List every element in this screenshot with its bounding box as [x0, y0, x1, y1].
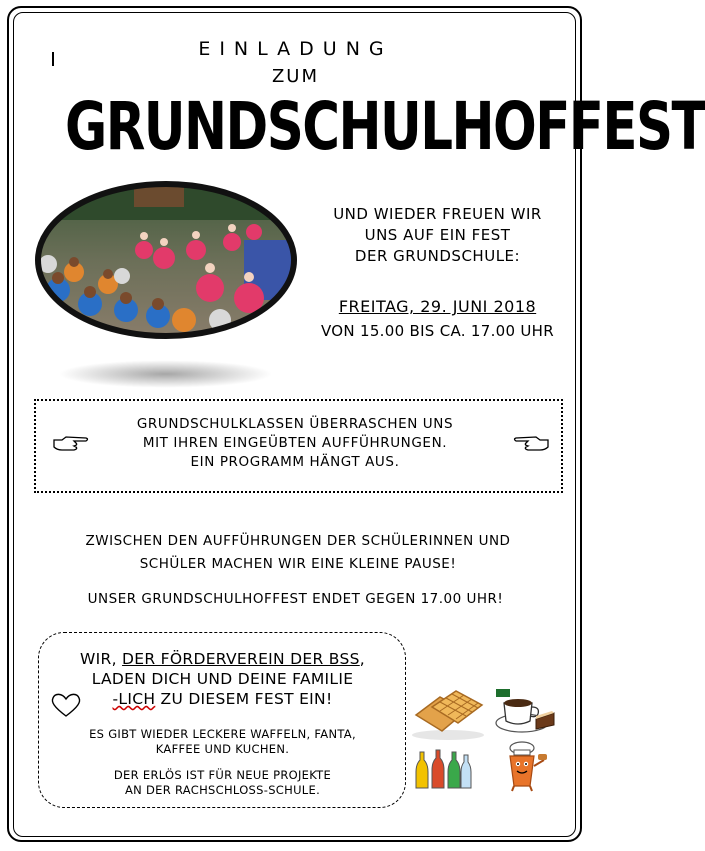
event-date: FREITAG, 29. JUNI 2018 — [338, 297, 537, 316]
invitation-line-2: LADEN DICH UND DEINE FAMILIE — [91, 670, 354, 688]
invitation-line-3-rest: ZU DIESEM FEST EIN! — [155, 690, 333, 708]
invitation-text — [50, 649, 395, 709]
event-time: VON 15.00 BIS CA. 17.00 UHR — [320, 322, 554, 340]
pause-line-2: SCHÜLER MACHEN WIR EINE KLEINE PAUSE! — [139, 556, 457, 572]
intro-text — [300, 204, 575, 267]
cook-mascot-icon — [500, 740, 548, 796]
intro-line-3: DER GRUNDSCHULE: — [354, 247, 521, 265]
program-line-2: MIT IHREN EINGEÜBTEN AUFFÜHRUNGEN. — [142, 435, 448, 451]
foerderverein-name: DER FÖRDERVEREIN DER BSS — [122, 650, 360, 668]
zum-heading: ZUM — [271, 66, 320, 87]
invitation-line-3 — [50, 689, 395, 709]
photo-shadow — [58, 360, 273, 388]
food-text — [50, 727, 395, 757]
drink-bottles-icon — [414, 742, 472, 796]
proceeds-line-1: DER ERLÖS IST FÜR NEUE PROJEKTE — [113, 768, 332, 782]
end-time-text: UNSER GRUNDSCHULHOFFEST ENDET GEGEN 17.00 UHR! — [87, 591, 504, 607]
wir-word: WIR, — [80, 650, 123, 668]
coffee-cake-icon — [492, 683, 556, 743]
intro-line-2: UNS AUF EIN FEST — [364, 226, 511, 244]
proceeds-line-2: AN DER RACHSCHLOSS-SCHULE. — [124, 783, 321, 797]
comma: , — [359, 650, 365, 668]
program-text — [90, 415, 500, 472]
heart-outline-icon — [50, 692, 82, 722]
waffles-icon — [410, 685, 486, 745]
einladung-heading: EINLADUNG — [198, 38, 393, 60]
lich-word: -LICH — [112, 690, 156, 708]
food-line-2: KAFFEE UND KUCHEN. — [155, 742, 290, 756]
pause-text — [38, 530, 558, 576]
intro-line-1: UND WIEDER FREUEN WIR — [333, 205, 542, 223]
page-title: GRUNDSCHULHOFFEST — [65, 88, 705, 165]
pause-line-1: ZWISCHEN DEN AUFFÜHRUNGEN DER SCHÜLERINNEN UND — [85, 533, 511, 549]
pointing-hand-right-icon — [52, 434, 90, 454]
food-line-1: ES GIBT WIEDER LECKERE WAFFELN, FANTA, — [89, 727, 356, 741]
program-line-3: EIN PROGRAMM HÄNGT AUS. — [190, 454, 400, 470]
invitation-line-1 — [50, 649, 395, 669]
proceeds-text — [50, 768, 395, 798]
program-line-1: GRUNDSCHULKLASSEN ÜBERRASCHEN UNS — [136, 416, 454, 432]
pointing-hand-left-icon — [512, 434, 550, 454]
event-photo — [34, 180, 298, 340]
